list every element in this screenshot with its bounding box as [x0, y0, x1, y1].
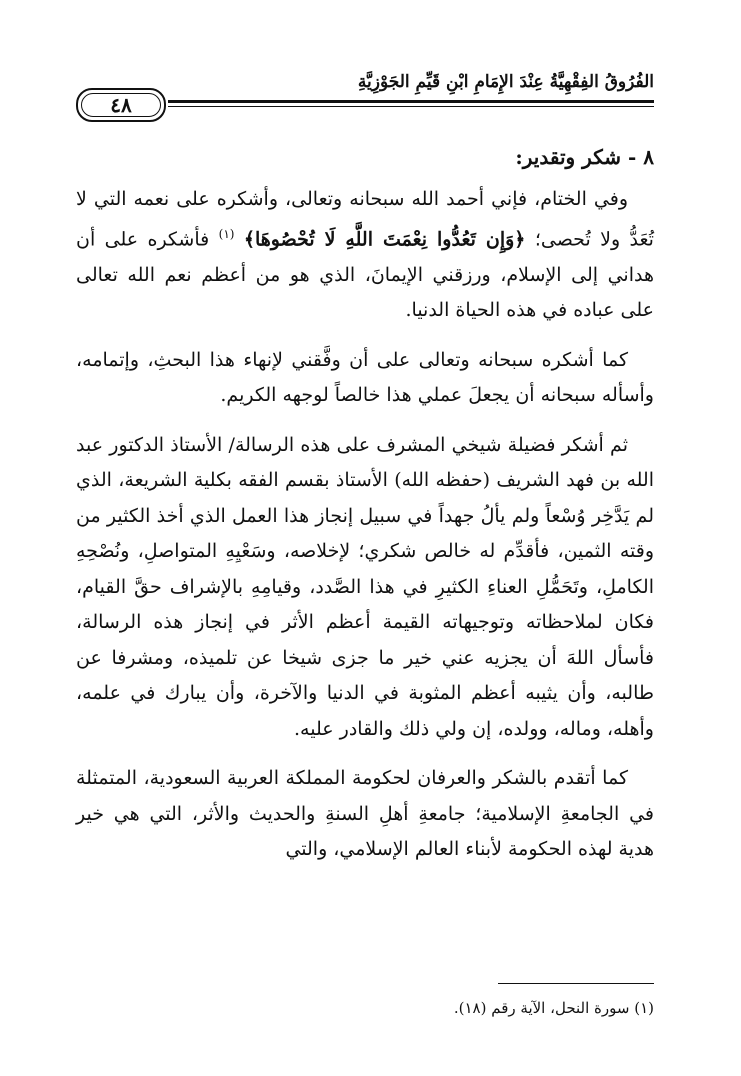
- page-number-badge: [76, 88, 166, 122]
- header-rule-thick: [168, 100, 654, 103]
- paragraph-4: كما أتقدم بالشكر والعرفان لحكومة المملكة العربية السعودية، المتمثلة في الجامعةِ الإسلامية؛ جامعةِ أهلِ السنةِ والحديث والأثر، التي هي خير هدية لهذه الحكومة لأبناء العالم الإسلامي، والتي: [76, 767, 654, 861]
- footnote-separator: [498, 983, 654, 984]
- footnote-reference: (١): [218, 227, 235, 241]
- header-title: الفُرُوقُ الفِقْهِيَّةُ عِنْدَ الإِمَامِ ابْنِ قَيِّمِ الجَوْزِيَّةِ: [357, 72, 654, 92]
- paragraph-1: [76, 182, 654, 329]
- section-heading: ٨ - شكر وتقدير:: [515, 145, 654, 169]
- footnote: (١) سورة النحل، الآية رقم (١٨).: [453, 999, 654, 1017]
- paragraph-1-part-2: فأشكره على أن هداني إلى الإسلام، ورزقني الإيمانَ، الذي هو من أعظم نعم الله تعالى على عباده في هذه الحياة الدنيا.: [76, 228, 654, 322]
- paragraph-1-part-1: وفي الختام، فإني أحمد الله سبحانه وتعالى، وأشكره على نعمه التي لا تُعَدُّ ولا تُحصى؛: [76, 187, 654, 251]
- paragraph-3: ثم أشكر فضيلة شيخي المشرف على هذه الرسالة/ الأستاذ الدكتور عبد الله بن فهد الشريف (حفظه الله) الأستاذ بقسم الفقه بكلية الشريعة، الذي لم يَدَّخِر وُسْعاً ولم يألُ جهداً في سبيل إنجاز هذا العمل الذي أخذ الكثير من وقته الثمين، فأقدِّم له خالص شكري؛ لإخلاصه، وسَعْيِهِ المتواصلِ، ونُصْحِهِ الكاملِ، وتَحَمُّلِ العناءِ الكثيرِ في هذا الصَّدد، وقيامِهِ بالإشراف حقَّ القيام، فكان لملاحظاته وتوجيهاته القيمة أعظم الأثر في إنجاز هذه الرسالة، فأسأل اللهَ أن يجزيه عني خير ما جزى شيخا عن تلميذه، ومشرفا عن طالبه، وأن يثيبه أعظم المثوبة في الدنيا والآخرة، وأن يبارك في علمه، وأهله، وماله، وولده، إن ولي ذلك والقادر عليه.: [76, 433, 654, 740]
- page-body: [76, 140, 654, 868]
- page-number: ٤٨: [110, 93, 132, 117]
- quran-verse: ﴿وَإِن تَعُدُّوا نِعْمَتَ اللَّهِ لَا تُحْصُوهَا﴾: [243, 228, 526, 251]
- header-rule-thin: [168, 106, 654, 107]
- paragraph-2: كما أشكره سبحانه وتعالى على أن وفَّقني لإنهاء هذا البحثِ، وإتمامه، وأسأله سبحانه أن يجعلَ عملي هذا خالصاً لوجهه الكريم.: [76, 348, 654, 407]
- running-header: [76, 70, 654, 122]
